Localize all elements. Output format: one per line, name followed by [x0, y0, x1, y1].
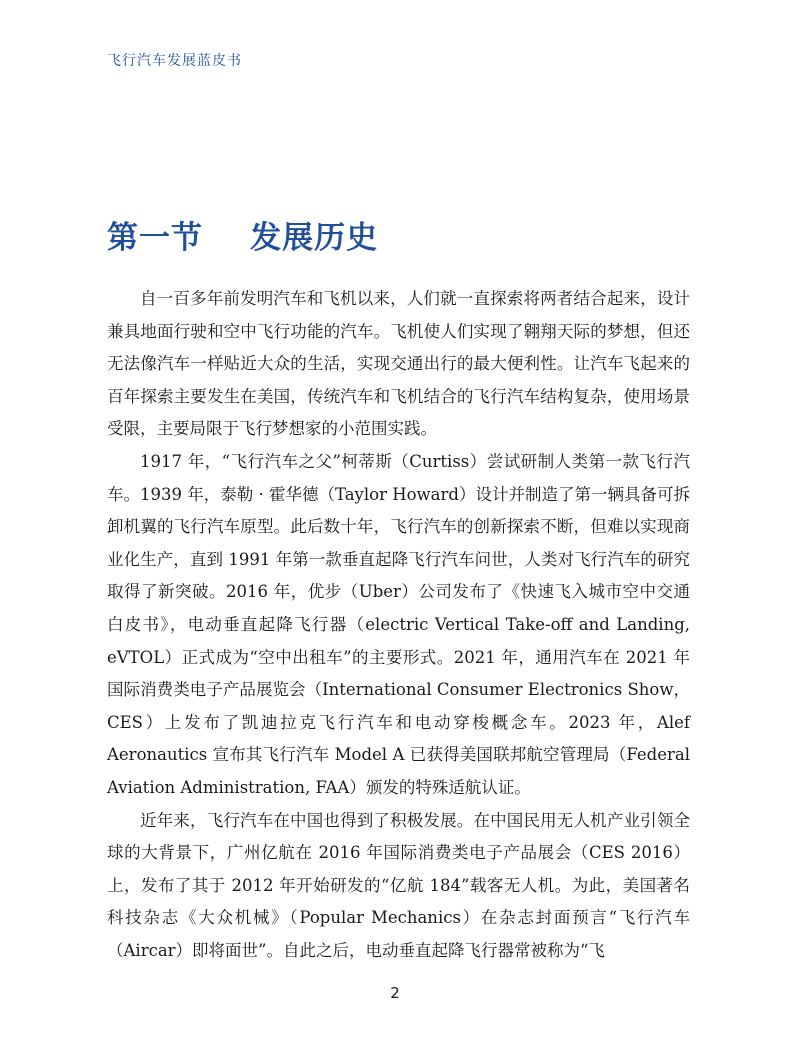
- paragraph-history-intro: 自一百多年前发明汽车和飞机以来，人们就一直探索将两者结合起来，设计兼具地面行驶和空中飞行功能的汽车。飞机使人们实现了翱翔天际的梦想，但还无法像汽车一样贴近大众的生活，实现交通出行的最大便利性。让汽车飞起来的百年探索主要发生在美国，传统汽车和飞机结合的飞行汽车结构复杂，使用场景受限，主要局限于飞行梦想家的小范围实践。: [107, 289, 690, 439]
- body-text: [107, 283, 690, 967]
- page-number: 2: [390, 984, 400, 1002]
- running-header-title: 飞行汽车发展蓝皮书: [107, 53, 242, 69]
- paragraph-history-timeline: 1917 年，“飞行汽车之父”柯蒂斯（Curtiss）尝试研制人类第一款飞行汽车。1939 年，泰勒 · 霍华德（Taylor Howard）设计并制造了第一辆具备可拆卸机翼的飞行汽车原型。此后数十年，飞行汽车的创新探索不断，但难以实现商业化生产，直到 1991 年第一款垂直起降飞行汽车问世，人类对飞行汽车的研究取得了新突破。2016 年，优步（Uber）公司发布了《快速飞入城市空中交通白皮书》，电动垂直起降飞行器（electric Vertical Take-off and Landing, eVTOL）正式成为“空中出租车”的主要形式。2021 年，通用汽车在 2021 年国际消费类电子产品展览会（International Consumer Electronics Show，CES）上发布了凯迪拉克飞行汽车和电动穿梭概念车。2023 年，Alef Aeronautics 宣布其飞行汽车 Model A 已获得美国联邦航空管理局（Federal Aviation Administration, FAA）颁发的特殊适航认证。: [107, 451, 690, 797]
- section-title: 第一节 发展历史: [107, 220, 379, 256]
- paragraph-china-development: 近年来，飞行汽车在中国也得到了积极发展。在中国民用无人机产业引领全球的大背景下，广州亿航在 2016 年国际消费类电子产品展会（CES 2016）上，发布了其于 2012 年开始研发的“亿航 184”载客无人机。为此，美国著名科技杂志《大众机械》（Popular Mechanics）在杂志封面预言“飞行汽车（Aircar）即将面世”。自此之后，电动垂直起降飞行器常被称为“飞: [107, 810, 690, 960]
